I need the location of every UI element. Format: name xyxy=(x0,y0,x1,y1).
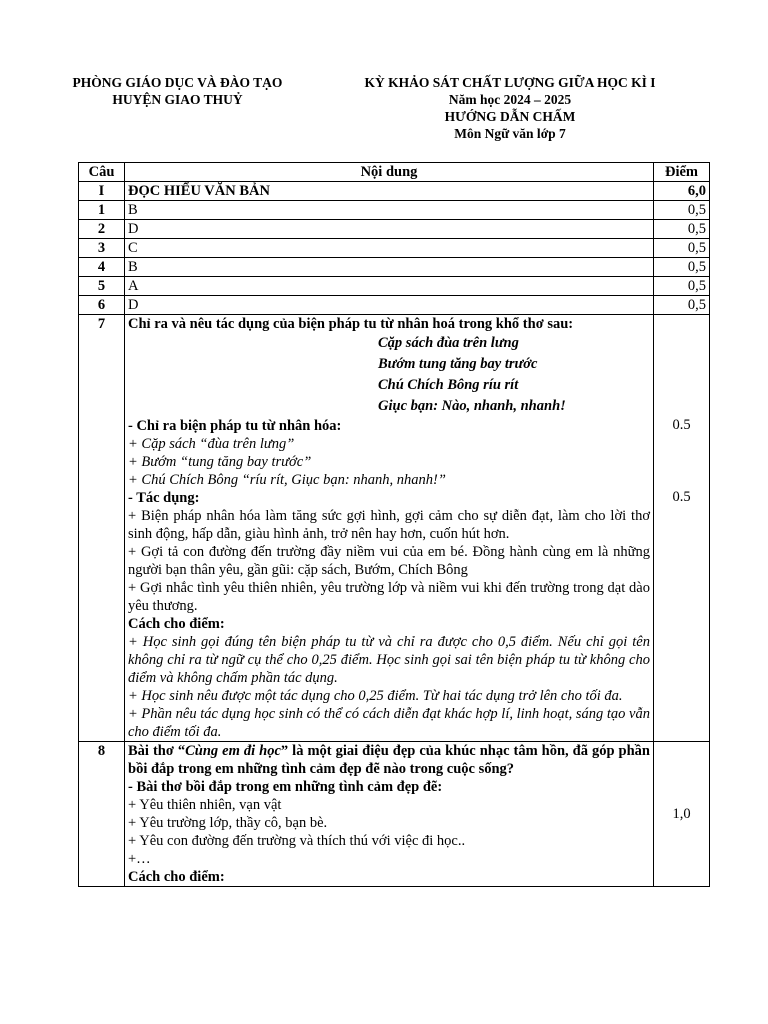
question-number: 6 xyxy=(79,296,125,315)
list-item: + Bướm “tung tăng bay trước” xyxy=(128,454,312,470)
list-item: + Gợi tả con đường đến trường đầy niềm vui của em bé. Đồng hành cùng em là những người bạn thân yêu, gần gũi: cặp sách, Bướm, Chích Bông xyxy=(128,544,650,578)
list-item: + Học sinh gọi đúng tên biện pháp tu từ và chỉ ra được cho 0,5 điểm. Nếu chỉ gọi tên không chỉ ra từ ngữ cụ thể cho 0,25 điểm. Học sinh gọi sai tên biện pháp tu từ không cho điểm và không chấm phần tác dụng. xyxy=(128,634,650,686)
poem-line: Giục bạn: Nào, nhanh, nhanh! xyxy=(378,398,566,414)
part1-title: - Chỉ ra biện pháp tu từ nhân hóa: xyxy=(128,418,342,434)
list-item: +… xyxy=(128,851,151,867)
table-row xyxy=(79,258,710,277)
subject-title: Môn Ngữ văn lớp 7 xyxy=(454,126,566,141)
score-cell: 0.5 xyxy=(672,417,691,433)
question-8-content xyxy=(125,742,654,887)
grading-table xyxy=(78,162,710,887)
table-row xyxy=(79,296,710,315)
question-7-content xyxy=(125,315,654,742)
question-number: 1 xyxy=(79,201,125,220)
section-title: ĐỌC HIỂU VĂN BẢN xyxy=(125,182,654,201)
question-number: 8 xyxy=(79,742,125,887)
guide-title: HƯỚNG DẪN CHẤM xyxy=(444,109,576,124)
answer-cell: C xyxy=(125,239,654,258)
answer-cell: D xyxy=(125,220,654,239)
prompt-prefix: Bài thơ “ xyxy=(128,743,186,759)
header-left xyxy=(40,74,315,108)
score-cell: 0,5 xyxy=(654,220,710,239)
grading-title: Cách cho điểm: xyxy=(128,616,225,632)
list-item: + Gợi nhắc tình yêu thiên nhiên, yêu trường lớp và niềm vui khi đến trường trong dạt dào yêu thương. xyxy=(128,580,650,614)
question-number: 5 xyxy=(79,277,125,296)
school-year: Năm học 2024 – 2025 xyxy=(448,92,572,107)
list-item: + Chú Chích Bông “ríu rít, Giục bạn: nhanh, nhanh!” xyxy=(128,472,446,488)
score-cell: 0,5 xyxy=(654,277,710,296)
grading-title: Cách cho điểm: xyxy=(128,869,225,885)
section-score: 6,0 xyxy=(654,182,710,201)
list-item: + Yêu trường lớp, thầy cô, bạn bè. xyxy=(128,815,328,831)
table-row xyxy=(79,239,710,258)
question-number: 7 xyxy=(79,315,125,742)
prompt-suffix: ” là một giai điệu đẹp của khúc nhạc tâm hồn, đã góp phần bồi đắp trong em những tình cảm đẹp đẽ nào trong cuộc sống? xyxy=(128,743,650,777)
section-row xyxy=(79,182,710,201)
poem-line: Cặp sách đùa trên lưng xyxy=(378,335,519,351)
part-title: - Bài thơ bồi đắp trong em những tình cảm đẹp đẽ: xyxy=(128,779,443,795)
question-number: 2 xyxy=(79,220,125,239)
col-header-question: Câu xyxy=(79,163,125,182)
list-item: + Biện pháp nhân hóa làm tăng sức gợi hình, gợi cảm cho sự diễn đạt, làm cho lời thơ sinh động, hấp dẫn, giàu hình ảnh, trở nên hay hơn, cuốn hút hơn. xyxy=(128,508,650,542)
answer-cell: D xyxy=(125,296,654,315)
poem-title: Cùng em đi học xyxy=(185,743,281,759)
poem-line: Bướm tung tăng bay trước xyxy=(378,356,538,372)
question-8-row xyxy=(79,742,710,887)
list-item: + Học sinh nêu được một tác dụng cho 0,25 điểm. Từ hai tác dụng trở lên cho tối đa. xyxy=(128,688,623,704)
question-7-scores xyxy=(654,315,710,742)
list-item: + Cặp sách “đùa trên lưng” xyxy=(128,436,295,452)
col-header-content: Nội dung xyxy=(125,163,654,182)
question-7-prompt: Chỉ ra và nêu tác dụng của biện pháp tu từ nhân hoá trong khổ thơ sau: xyxy=(128,316,574,332)
poem-line: Chú Chích Bông ríu rít xyxy=(378,377,519,393)
exam-title: KỲ KHẢO SÁT CHẤT LƯỢNG GIỮA HỌC KÌ I xyxy=(364,75,656,90)
section-number: I xyxy=(79,182,125,201)
question-7-row xyxy=(79,315,710,742)
score-cell: 0,5 xyxy=(654,296,710,315)
question-number: 4 xyxy=(79,258,125,277)
answer-cell: B xyxy=(125,258,654,277)
score-cell: 0,5 xyxy=(654,201,710,220)
score-cell: 1,0 xyxy=(654,742,710,887)
list-item: + Phần nêu tác dụng học sinh có thể có cách diễn đạt khác hợp lí, linh hoạt, sáng tạo vẫn cho điểm tối đa. xyxy=(128,706,650,740)
score-cell: 0,5 xyxy=(654,258,710,277)
score-cell: 0,5 xyxy=(654,239,710,258)
question-8-prompt xyxy=(128,742,650,778)
part2-title: - Tác dụng: xyxy=(128,490,200,506)
question-number: 3 xyxy=(79,239,125,258)
department-name: PHÒNG GIÁO DỤC VÀ ĐÀO TẠO xyxy=(72,75,283,90)
answer-cell: B xyxy=(125,201,654,220)
table-row xyxy=(79,277,710,296)
list-item: + Yêu con đường đến trường và thích thú với việc đi học.. xyxy=(128,833,466,849)
score-cell: 0.5 xyxy=(672,489,691,505)
col-header-score: Điểm xyxy=(654,163,710,182)
table-row xyxy=(79,201,710,220)
table-header-row xyxy=(79,163,710,182)
list-item: + Yêu thiên nhiên, vạn vật xyxy=(128,797,282,813)
header-right xyxy=(330,74,690,142)
table-row xyxy=(79,220,710,239)
district-name: HUYỆN GIAO THUỶ xyxy=(112,92,243,107)
answer-cell: A xyxy=(125,277,654,296)
